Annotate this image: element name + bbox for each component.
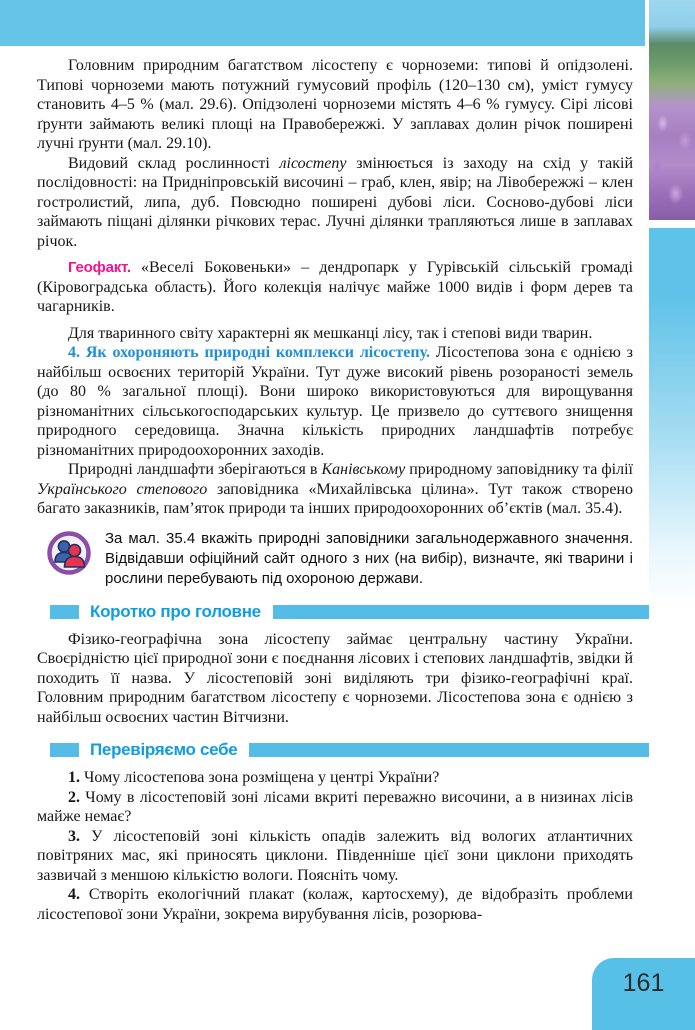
page-number-badge bbox=[592, 958, 695, 1030]
page-content bbox=[37, 56, 633, 924]
heading-right-bar bbox=[273, 605, 649, 619]
question-2 bbox=[37, 788, 633, 827]
top-decor-band bbox=[0, 0, 645, 46]
paragraph-soils: Головним природним багатством лісостепу є чорноземи: типові й опідзолені. Типові чорноземи мають потужний гумусовий профіль (120–130 см), уміст гумусу становить 4–5 % (мал. 29.6). Опідзолені чорноземи містять 4–6 % гумусу. Сірі лісові ґрунти займають великі площі на Правобережжі. У заплавах долин річок поширені лучні ґрунти (мал. 29.10). bbox=[37, 57, 633, 152]
section4-heading: 4. Як охороняють природні комплекси лісостепу. bbox=[68, 344, 431, 361]
summary-paragraph: Фізико-географічна зона лісостепу займає центральну частину України. Своєрідністю цієї природної зони є поєднання лісових і степових ландшафтів, звідки й походить її назва. У лісостеповій зоні виділяють три фізико-географічні краї. Головним природним багатством лісостепу є чорноземи. Лісостепова зона є однією з найбільш освоєних частин Вітчизни. bbox=[37, 630, 633, 726]
question-text: Чому в лісостеповій зоні лісами вкриті переважно височини, а в низинах лісів майже немає? bbox=[37, 788, 633, 825]
question-4 bbox=[37, 885, 633, 924]
paragraph-reserves-post: заповідника «Михайлівська цілина». Тут також створено багато заказників, пам’яток природи та інших природоохоронних об’єктів (мал. 35.4). bbox=[37, 480, 634, 517]
paragraph-section4 bbox=[37, 343, 633, 460]
paragraph-vegetation-post: змінюється із заходу на схід у такій послідовності: на Придніпровській височині – граб, клен, явір; на Лівобережжі – клен гостролистий, липа, дуб. Повсюдно поширені дубові ліси. Сосново-дубові ліси займають піщані ділянки річкових терас. Лучні ділянки трапляються лише в заплавах річок. bbox=[37, 154, 634, 250]
question-number: 4. bbox=[68, 886, 80, 903]
question-text: Створіть екологічний плакат (колаж, картосхему), де відобразіть проблеми лісостепової зони України, зокрема вирубування лісів, розорюва- bbox=[37, 886, 633, 923]
pair-task-block bbox=[47, 529, 633, 589]
geofact-block bbox=[37, 258, 633, 317]
pair-task-text: За мал. 35.4 вкажіть природні заповідники загальнодержавного значення. Відвідавши офіційний сайт одного з них (на вибір), визначте, які тварини і рослини перебувають під охороною держави. bbox=[105, 529, 633, 587]
term-lisostep: лісостепу bbox=[279, 154, 347, 172]
pair-activity-icon bbox=[47, 531, 91, 575]
summary-heading: Коротко про головне bbox=[90, 601, 261, 621]
crocus-meadow-photo bbox=[649, 0, 695, 220]
question-1 bbox=[37, 768, 633, 788]
term-kanivskyi: Канівському bbox=[321, 461, 406, 478]
question-number: 1. bbox=[68, 769, 80, 786]
paragraph-reserves-pre: Природні ландшафти зберігаються в bbox=[68, 461, 322, 478]
right-decor-strip bbox=[649, 228, 695, 608]
page-number: 161 bbox=[622, 969, 665, 997]
heading-left-bar bbox=[50, 605, 79, 619]
geofact-label: Геофакт. bbox=[68, 259, 131, 276]
paragraph-vegetation bbox=[37, 154, 633, 252]
geofact-text: «Веселі Боковеньки» – дендропарк у Гурівській сільській громаді (Кіровоградська область). Його колекція налічує майже 1000 видів і форм дерев та чагарників. bbox=[37, 259, 633, 315]
summary-heading-row bbox=[50, 602, 649, 622]
paragraph-reserves-mid: природному заповіднику та філії bbox=[405, 461, 633, 478]
question-3 bbox=[37, 827, 633, 886]
check-heading-row bbox=[50, 740, 649, 760]
term-ukrainian-steppe: Українського степового bbox=[37, 480, 208, 498]
question-number: 3. bbox=[68, 827, 80, 845]
heading-right-bar bbox=[249, 743, 649, 757]
question-text: У лісостеповій зоні кількість опадів залежить від вологих атлантичних повітряних мас, які приносять циклони. Південніше цієї зони циклони приходять зазвичай з меншою кількістю вологи. Поясніть чому. bbox=[37, 827, 633, 884]
question-text: Чому лісостепова зона розміщена у центрі України? bbox=[80, 769, 440, 786]
heading-left-bar bbox=[50, 743, 79, 757]
question-number: 2. bbox=[68, 788, 80, 806]
check-heading: Перевіряємо себе bbox=[90, 740, 238, 759]
paragraph-fauna: Для тваринного світу характерні як мешканці лісу, так і степові види тварин. bbox=[68, 324, 593, 342]
paragraph-reserves bbox=[37, 460, 633, 519]
section4-text: Лісостепова зона є однією з найбільш освоєних територій України. Тут дуже високий рівень розораності земель (до 80 % загальної площі). Вони широко використовуються для вирощування різноманітних сільськогосподарських культур. Це призвело до суттєвого знищення природного середовища. Значна кількість природних ландшафтів потребує різноманітних природоохоронних заходів. bbox=[37, 344, 633, 459]
paragraph-vegetation-pre: Видовий склад рослинності bbox=[68, 154, 280, 172]
